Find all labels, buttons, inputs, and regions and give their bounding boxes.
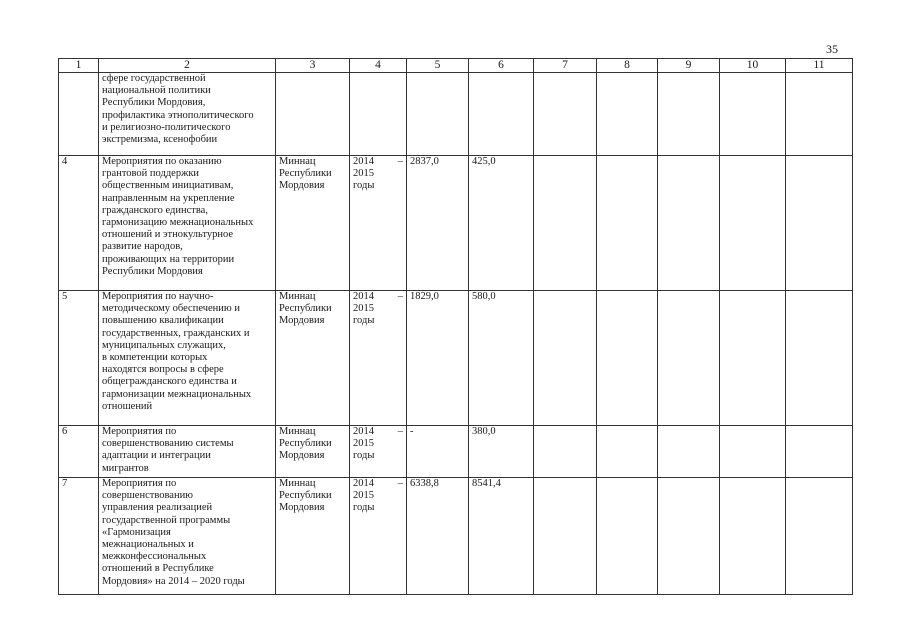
column-header: 10 bbox=[720, 59, 786, 73]
activity-description: Мероприятия по научно- методическому обеспечению и повышению квалификации государственных, гражданских и муниципальных служащих, в компетенции которых находятся вопросы в сфере общегражданского единства и гармонизации межнациональных отношений bbox=[99, 291, 276, 426]
period bbox=[350, 73, 407, 156]
page-number: 35 bbox=[826, 42, 838, 56]
executor: Миннац Республики Мордовия bbox=[276, 478, 350, 595]
period bbox=[350, 156, 407, 291]
empty-cell bbox=[534, 478, 597, 595]
value-col5: 6338,8 bbox=[407, 478, 469, 595]
empty-cell bbox=[597, 291, 658, 426]
period-rest: 2015 годы bbox=[353, 303, 375, 327]
executor: Миннац Республики Мордовия bbox=[276, 291, 350, 426]
column-header: 3 bbox=[276, 59, 350, 73]
column-header: 4 bbox=[350, 59, 407, 73]
activity-description: Мероприятия по совершенствованию управления реализацией государственной программы «Гармонизация межнациональных и межконфессиональных отношений в Республике Мордовия» на 2014 – 2020 годы bbox=[99, 478, 276, 595]
value-col5: 2837,0 bbox=[407, 156, 469, 291]
executor: Миннац Республики Мордовия bbox=[276, 156, 350, 291]
table-row bbox=[59, 478, 853, 595]
period-dash: – bbox=[397, 478, 403, 489]
activity-description: Мероприятия по совершенствованию системы адаптации и интеграции мигрантов bbox=[99, 426, 276, 478]
empty-cell bbox=[786, 73, 853, 156]
period-rest: 2015 годы bbox=[353, 490, 375, 514]
empty-cell bbox=[720, 426, 786, 478]
value-col5: - bbox=[407, 426, 469, 478]
table-row bbox=[59, 73, 853, 156]
empty-cell bbox=[658, 478, 720, 595]
period-start: 2014 bbox=[353, 156, 374, 167]
table-row bbox=[59, 426, 853, 478]
empty-cell bbox=[597, 426, 658, 478]
row-number: 7 bbox=[59, 478, 99, 595]
column-header: 1 bbox=[59, 59, 99, 73]
period-dash: – bbox=[397, 291, 403, 302]
row-number bbox=[59, 73, 99, 156]
period-rest: 2015 годы bbox=[353, 438, 375, 462]
empty-cell bbox=[720, 73, 786, 156]
column-header: 9 bbox=[658, 59, 720, 73]
column-header: 7 bbox=[534, 59, 597, 73]
column-number-row bbox=[59, 59, 853, 73]
row-number: 5 bbox=[59, 291, 99, 426]
value-col6: 425,0 bbox=[469, 156, 534, 291]
period-start: 2014 bbox=[353, 426, 374, 437]
period-start: 2014 bbox=[353, 291, 374, 302]
empty-cell bbox=[534, 291, 597, 426]
empty-cell bbox=[597, 73, 658, 156]
empty-cell bbox=[786, 478, 853, 595]
empty-cell bbox=[720, 291, 786, 426]
empty-cell bbox=[534, 426, 597, 478]
period-dash: – bbox=[397, 426, 403, 437]
period bbox=[350, 291, 407, 426]
period-start: 2014 bbox=[353, 478, 374, 489]
empty-cell bbox=[597, 478, 658, 595]
period-dash: – bbox=[397, 156, 403, 167]
value-col6: 580,0 bbox=[469, 291, 534, 426]
value-col6: 8541,4 bbox=[469, 478, 534, 595]
period bbox=[350, 478, 407, 595]
empty-cell bbox=[534, 73, 597, 156]
activity-description: сфере государственной национальной политики Республики Мордовия, профилактика этнополитического и религиозно-политического экстремизма, ксенофобии bbox=[99, 73, 276, 156]
empty-cell bbox=[658, 156, 720, 291]
empty-cell bbox=[720, 156, 786, 291]
program-activities-table bbox=[58, 58, 853, 595]
empty-cell bbox=[597, 156, 658, 291]
empty-cell bbox=[534, 156, 597, 291]
empty-cell bbox=[658, 291, 720, 426]
row-number: 4 bbox=[59, 156, 99, 291]
value-col6: 380,0 bbox=[469, 426, 534, 478]
empty-cell bbox=[786, 426, 853, 478]
value-col5 bbox=[407, 73, 469, 156]
value-col6 bbox=[469, 73, 534, 156]
column-header: 11 bbox=[786, 59, 853, 73]
empty-cell bbox=[720, 478, 786, 595]
empty-cell bbox=[658, 426, 720, 478]
empty-cell bbox=[658, 73, 720, 156]
executor bbox=[276, 73, 350, 156]
value-col5: 1829,0 bbox=[407, 291, 469, 426]
empty-cell bbox=[786, 156, 853, 291]
empty-cell bbox=[786, 291, 853, 426]
table-row bbox=[59, 291, 853, 426]
column-header: 5 bbox=[407, 59, 469, 73]
executor: Миннац Республики Мордовия bbox=[276, 426, 350, 478]
column-header: 6 bbox=[469, 59, 534, 73]
column-header: 8 bbox=[597, 59, 658, 73]
column-header: 2 bbox=[99, 59, 276, 73]
row-number: 6 bbox=[59, 426, 99, 478]
period-rest: 2015 годы bbox=[353, 168, 375, 192]
activity-description: Мероприятия по оказанию грантовой поддержки общественным инициативам, направленным на укрепление гражданского единства, гармонизацию межнациональных отношений и этнокультурное развитие народов, проживающих на территории Республики Мордовия bbox=[99, 156, 276, 291]
table-row bbox=[59, 156, 853, 291]
period bbox=[350, 426, 407, 478]
